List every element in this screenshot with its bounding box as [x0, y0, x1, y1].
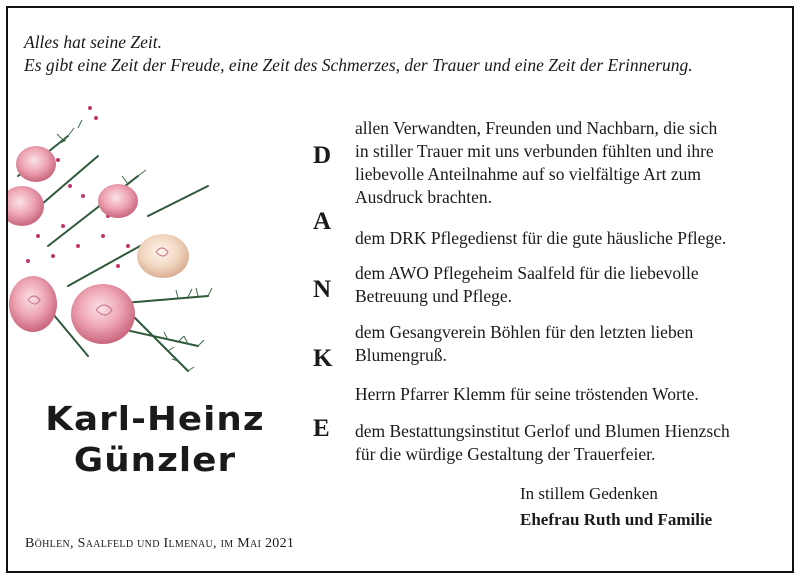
thanks-entry-gesangverein	[355, 321, 693, 367]
flower-arrangement-image	[8, 96, 223, 386]
thanks-line: Herrn Pfarrer Klemm für seine tröstenden Worte.	[355, 384, 699, 404]
thanks-line: liebevolle Anteilnahme auf so vielfältige Art zum	[355, 164, 702, 184]
thanks-line: Betreuung und Pflege.	[355, 286, 512, 306]
danke-letter-a: A	[313, 208, 332, 235]
thanks-entry-funeral-home	[355, 420, 730, 466]
thanks-line: allen Verwandten, Freunden und Nachbarn, die sich	[355, 118, 718, 138]
danke-letter-n: N	[313, 276, 332, 303]
motto	[24, 31, 693, 77]
place-and-date: Böhlen, Saalfeld und Ilmenau, im Mai 2021	[25, 536, 295, 551]
thanks-entry-awo	[355, 262, 699, 308]
thanks-line: dem Bestattungsinstitut Gerlof und Blumen Hienzsch	[355, 421, 730, 441]
deceased-name	[9, 398, 301, 480]
thanks-entry-drk	[355, 227, 726, 250]
thanks-entry-pastor	[355, 383, 699, 406]
thanks-line: in stiller Trauer mit uns verbunden fühlten und ihre	[355, 141, 714, 161]
thanks-line: dem Gesangverein Böhlen für den letzten lieben	[355, 322, 694, 342]
motto-line-2: Es gibt eine Zeit der Freude, eine Zeit des Schmerzes, der Trauer und eine Zeit der Erinnerung.	[24, 55, 693, 75]
danke-letter-k: K	[313, 345, 333, 372]
danke-letter-e: E	[313, 415, 330, 442]
closing-signature: Ehefrau Ruth und Familie	[520, 510, 713, 529]
thanks-line: Blumengruß.	[355, 345, 447, 365]
name-last: Günzler	[73, 440, 237, 479]
thanks-line: Ausdruck brachten.	[355, 187, 493, 207]
thanks-entry-relatives	[355, 117, 717, 209]
motto-line-1: Alles hat seine Zeit.	[24, 32, 163, 52]
thanks-line: dem DRK Pflegedienst für die gute häusliche Pflege.	[355, 228, 727, 248]
thanks-line: für die würdige Gestaltung der Trauerfeier.	[355, 444, 656, 464]
closing-line: In stillem Gedenken	[520, 484, 658, 503]
thanks-line: dem AWO Pflegeheim Saalfeld für die liebevolle	[355, 263, 699, 283]
danke-letter-d: D	[313, 142, 332, 169]
name-first: Karl-Heinz	[45, 399, 265, 438]
